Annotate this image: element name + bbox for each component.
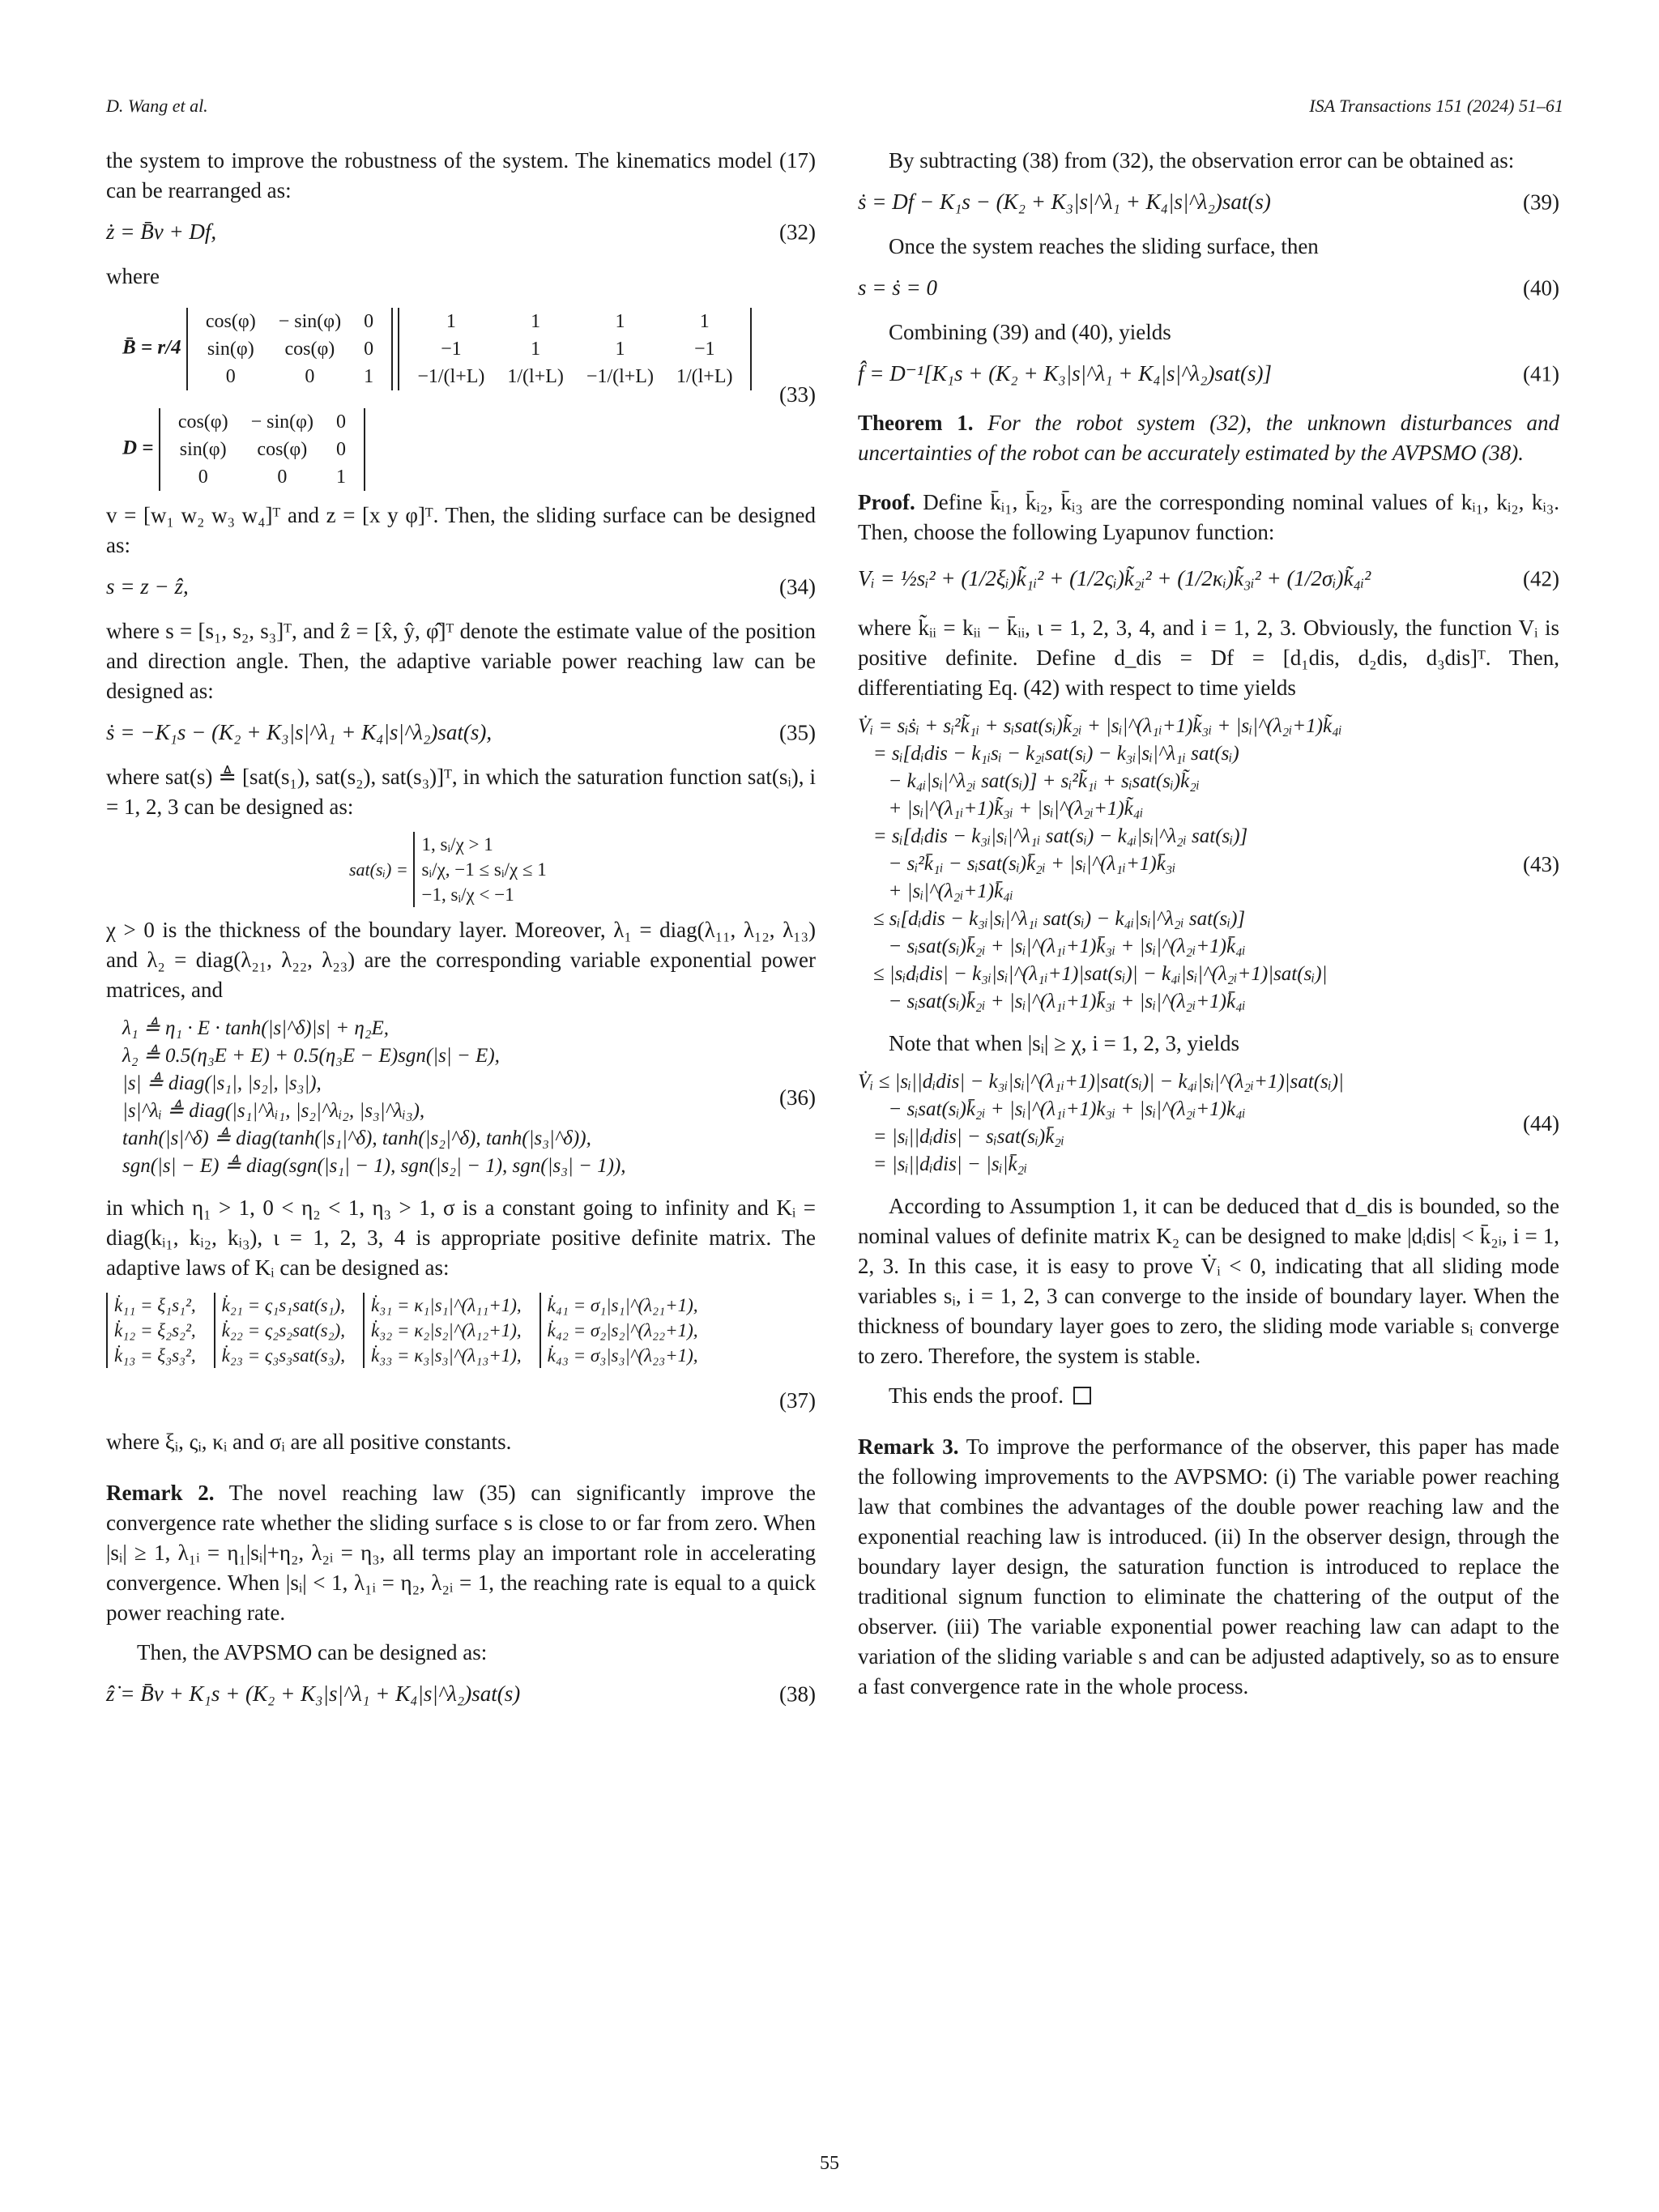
d-matrix: [159, 408, 365, 491]
matrix-cell: −1/(l+L): [586, 366, 654, 387]
equation-number: (39): [1523, 190, 1559, 214]
matrix-label: D =: [122, 437, 154, 459]
matrix-cell: cos(φ): [205, 311, 256, 332]
paragraph: where ξᵢ, ςᵢ, κᵢ and σᵢ are all positive constants.: [106, 1430, 512, 1454]
equation-body: ṡ = Df − K₁s − (K₂ + K₃|s|^λ₁ + K₄|s|^λ₂)sat(s): [858, 190, 1271, 214]
matrix-cell: cos(φ): [177, 411, 228, 433]
matrix-cell: −1: [441, 339, 462, 360]
equation-number: (44): [1523, 1111, 1559, 1136]
equation-44: [858, 1068, 1559, 1178]
adaptive-law: k̇₄₁ = σ₁|s₁|^(λ₂₁+1),: [547, 1295, 698, 1315]
matrix-cell: 1: [615, 339, 625, 360]
matrix-cell: 1: [364, 366, 374, 387]
equation-line: tanh(|s|^δ) ≜ diag(tanh(|s₁|^δ), tanh(|s₂|^δ), tanh(|s₃|^δ)),: [122, 1127, 591, 1149]
paragraph: where s = [s₁, s₂, s₃]ᵀ, and ẑ = [x̂, ŷ, φ̂]ᵀ denote the estimate value of the position and direction angle. Then, the adaptive variable power reaching law can be designed as:: [106, 619, 816, 703]
theorem-text: For the robot system (32), the unknown disturbances and uncertainties of the robot can be accurately estimated by the AVPSMO (38).: [858, 411, 1560, 465]
matrix-cell: sin(φ): [207, 339, 254, 360]
adaptive-law: k̇₃₂ = κ₂|s₂|^(λ₁₂+1),: [371, 1320, 522, 1340]
page-number: 55: [820, 2153, 839, 2174]
equation-number: (43): [1523, 852, 1559, 876]
matrix-cell: 0: [198, 467, 208, 488]
equation-line: sᵢ/χ, −1 ≤ sᵢ/χ ≤ 1: [421, 859, 547, 880]
equation-37: [106, 1293, 816, 1414]
equation-36: [106, 1015, 816, 1180]
rotation-matrix: [186, 308, 393, 390]
matrix-cell: 0: [336, 439, 347, 460]
matrix-cell: 1: [699, 311, 710, 332]
matrix-cell: −1: [693, 339, 715, 360]
paragraph: According to Assumption 1, it can be deduced that d_dis is bounded, so the nominal values of definite matrix K₂ can be designed to make |dᵢdis| < k̄₂ᵢ, i = 1, 2, 3. In this case, it is easy to prove V̇ᵢ < 0, indicating that all sliding mode variables sᵢ, i = 1, 2, 3 can converge to the inside of boundary layer. When the thickness of boundary layer goes to zero, the sliding mode variable sᵢ converge to zero. Therefore, the system is stable.: [858, 1194, 1559, 1368]
equation-line: − k₄ᵢ|sᵢ|^λ₂ᵢ sat(sᵢ)] + sᵢ²k̃₁ᵢ + sᵢsat(sᵢ)k̃₂ᵢ: [858, 770, 1200, 792]
adaptive-law-group: [539, 1293, 698, 1368]
equation-41: [858, 359, 1559, 389]
proof-end: [858, 1381, 1559, 1411]
equation-33: [106, 301, 816, 488]
running-header-authors: D. Wang et al.: [106, 96, 208, 116]
remark-title: Remark 3.: [858, 1434, 959, 1459]
equation-line: − sᵢsat(sᵢ)k̄₂ᵢ + |sᵢ|^(λ₁ᵢ+1)k₃ᵢ + |sᵢ|^(λ₂ᵢ+1)k₄ᵢ: [858, 1098, 1246, 1120]
paragraph: χ > 0 is the thickness of the boundary layer. Moreover, λ₁ = diag(λ₁₁, λ₁₂, λ₁₃) and λ₂ = diag(λ₂₁, λ₂₂, λ₂₃) are the corresponding variable exponential power matrices, and: [106, 918, 816, 1002]
matrix-cell: 1: [446, 311, 456, 332]
equation-body: f̂ = D⁻¹[K₁s + (K₂ + K₃|s|^λ₁ + K₄|s|^λ₂)sat(s)]: [858, 361, 1272, 386]
paragraph: Combining (39) and (40), yields: [889, 320, 1171, 344]
saturation-function: [349, 832, 816, 907]
adaptive-law: k̇₂₂ = ς₂s₂sat(s₂),: [221, 1320, 346, 1340]
adaptive-law: k̇₄₃ = σ₃|s₃|^(λ₂₃+1),: [547, 1345, 698, 1366]
equation-number: (36): [779, 1085, 816, 1110]
equation-line: −1, sᵢ/χ < −1: [421, 884, 514, 905]
equation-line: ≤ sᵢ[dᵢdis − k₃ᵢ|sᵢ|^λ₁ᵢ sat(sᵢ) − k₄ᵢ|sᵢ|^λ₂ᵢ sat(sᵢ)]: [858, 908, 1246, 930]
proof: [858, 488, 1559, 548]
equation-line: = |sᵢ||dᵢdis| − |sᵢ|k̄₂ᵢ: [858, 1153, 1028, 1175]
paragraph: Once the system reaches the sliding surface, then: [889, 234, 1319, 258]
paragraph: where: [106, 264, 160, 288]
matrix-cell: sin(φ): [179, 439, 227, 460]
equation-body: ṡ = −K₁s − (K₂ + K₃|s|^λ₁ + K₄|s|^λ₂)sat(s),: [106, 720, 493, 744]
equation-line: sgn(|s| − E) ≜ diag(sgn(|s₁| − 1), sgn(|s₂| − 1), sgn(|s₃| − 1)),: [122, 1155, 626, 1177]
paragraph: v = [w₁ w₂ w₃ w₄]ᵀ and z = [x y φ]ᵀ. Then, the sliding surface can be designed as:: [106, 503, 816, 557]
matrix-cell: 0: [277, 467, 288, 488]
equation-40: [858, 273, 1559, 303]
adaptive-law: k̇₂₁ = ς₁s₁sat(s₁),: [221, 1295, 346, 1315]
equation-line: 1, sᵢ/χ > 1: [421, 834, 493, 855]
equation-line: |s| ≜ diag(|s₁|, |s₂|, |s₃|),: [122, 1072, 322, 1094]
matrix-cell: 0: [225, 366, 236, 387]
qed-symbol: [1073, 1387, 1091, 1404]
equation-number: (33): [779, 382, 816, 407]
equation-line: − sᵢsat(sᵢ)k̄₂ᵢ + |sᵢ|^(λ₁ᵢ+1)k̄₃ᵢ + |sᵢ|^(λ₂ᵢ+1)k̄₄ᵢ: [858, 991, 1246, 1012]
theorem-1: [858, 408, 1559, 468]
equation-body: ż = B̄v + Df,: [106, 219, 217, 244]
equation-number: (38): [779, 1681, 816, 1706]
right-column: [858, 146, 1559, 1711]
equation-43: [858, 713, 1559, 1016]
matrix-cell: 0: [336, 411, 347, 433]
paragraph: By subtracting (38) from (32), the observation error can be obtained as:: [889, 148, 1515, 173]
matrix-cell: 0: [305, 366, 315, 387]
adaptive-law: k̇₁₂ = ξ₂s₂²,: [114, 1320, 196, 1340]
matrix-cell: 1: [531, 311, 541, 332]
equation-line: + |sᵢ|^(λ₁ᵢ+1)k̃₃ᵢ + |sᵢ|^(λ₂ᵢ+1)k̃₄ᵢ: [858, 798, 1144, 820]
equation-number: (34): [779, 574, 816, 599]
equation-body: Vᵢ = ½sᵢ² + (1/2ξᵢ)k̃₁ᵢ² + (1/2ςᵢ)k̃₂ᵢ² + (1/2κᵢ)k̃₃ᵢ² + (1/2σᵢ)k̃₄ᵢ²: [858, 566, 1371, 590]
equation-line: = |sᵢ||dᵢdis| − sᵢsat(sᵢ)k̄₂ᵢ: [858, 1126, 1064, 1148]
sat-cases: [413, 832, 546, 907]
matrix-cell: 0: [364, 311, 374, 332]
matrix-cell: 1: [615, 311, 625, 332]
equation-32: [106, 217, 816, 247]
matrix-cell: −1/(l+L): [417, 366, 485, 387]
equation-42: [858, 564, 1559, 594]
equation-34: [106, 572, 816, 602]
equation-line: V̇ᵢ ≤ |sᵢ||dᵢdis| − k₃ᵢ|sᵢ|^(λ₁ᵢ+1)|sat(sᵢ)| − k₄ᵢ|sᵢ|^(λ₂ᵢ+1)|sat(sᵢ)|: [858, 1071, 1344, 1093]
matrix-cell: 1: [336, 467, 347, 488]
adaptive-law: k̇₁₃ = ξ₃s₃²,: [114, 1345, 196, 1366]
matrix-cell: cos(φ): [257, 439, 308, 460]
equation-39: [858, 187, 1559, 217]
equation-number: (41): [1523, 361, 1559, 386]
remark-text: To improve the performance of the observer, this paper has made the following improvements to the AVPSMO: (i) The variable power reaching law that combines the advantages of the double power reaching law and the exponential reaching law is introduced. (ii) In the observer design, through the boundary layer design, the saturation function is introduced to replace the traditional signum function to eliminate the chattering of the output of the observer. (iii) The variable exponential power reaching law can adapt to the variation of the sliding variable s and can be adjusted adaptively, so as to ensure a fast convergence rate in the whole process.: [858, 1434, 1559, 1698]
adaptive-law: k̇₁₁ = ξ₁s₁²,: [114, 1295, 196, 1315]
matrix-label: B̄ = r/4: [122, 336, 181, 359]
equation-line: + |sᵢ|^(λ₂ᵢ+1)k̄₄ᵢ: [858, 880, 1013, 902]
adaptive-law: k̇₃₁ = κ₁|s₁|^(λ₁₁+1),: [371, 1295, 522, 1315]
adaptive-law-group: [106, 1293, 196, 1368]
equation-35: [106, 718, 816, 748]
equation-line: λ₁ ≜ η₁ · E · tanh(|s|^δ)|s| + η₂E,: [122, 1017, 390, 1039]
paragraph: the system to improve the robustness of the system. The kinematics model (17) can be rearranged as:: [106, 148, 816, 202]
equation-body: s = ṡ = 0: [858, 275, 937, 300]
equation-line: − sᵢ²k̄₁ᵢ − sᵢsat(sᵢ)k̄₂ᵢ + |sᵢ|^(λ₁ᵢ+1)k̄₃ᵢ: [858, 853, 1176, 875]
sat-label: sat(sᵢ) =: [349, 859, 408, 880]
paragraph: Then, the AVPSMO can be designed as:: [137, 1640, 488, 1664]
left-column: [106, 146, 816, 1724]
remark-text: The novel reaching law (35) can significantly improve the convergence rate whether the sliding surface s is close to or far from zero. When |sᵢ| ≥ 1, λ₁ᵢ = η₁|sᵢ|+η₂, λ₂ᵢ = η₃, all terms play an important role in accelerating convergence. When |sᵢ| < 1, λ₁ᵢ = η₂, λ₂ᵢ = 1, the reaching rate is equal to a quick power reaching rate.: [106, 1481, 817, 1625]
equation-line: − sᵢsat(sᵢ)k̄₂ᵢ + |sᵢ|^(λ₁ᵢ+1)k̄₃ᵢ + |sᵢ|^(λ₂ᵢ+1)k̄₄ᵢ: [858, 936, 1246, 957]
matrix-cell: − sin(φ): [250, 411, 314, 433]
matrix-cell: 1/(l+L): [507, 366, 564, 387]
adaptive-law: k̇₄₂ = σ₂|s₂|^(λ₂₂+1),: [547, 1320, 698, 1340]
equation-number: (35): [779, 720, 816, 744]
adaptive-law: k̇₃₃ = κ₃|s₃|^(λ₁₃+1),: [371, 1345, 522, 1366]
equation-body: ẑ̇ = B̄v + K₁s + (K₂ + K₃|s|^λ₁ + K₄|s|^λ₂)sat(s): [106, 1681, 521, 1706]
equation-line: ≤ |sᵢdᵢdis| − k₃ᵢ|sᵢ|^(λ₁ᵢ+1)|sat(sᵢ)| − k₄ᵢ|sᵢ|^(λ₂ᵢ+1)|sat(sᵢ)|: [858, 963, 1328, 985]
equation-number: (37): [779, 1388, 816, 1413]
mixing-matrix: [398, 308, 752, 390]
matrix-cell: cos(φ): [284, 339, 335, 360]
equation-line: V̇ᵢ = sᵢṡᵢ + sᵢ²k̃₁ᵢ + sᵢsat(sᵢ)k̃₂ᵢ + |sᵢ|^(λ₁ᵢ+1)k̃₃ᵢ + |sᵢ|^(λ₂ᵢ+1)k̃₄ᵢ: [858, 715, 1342, 737]
paragraph: in which η₁ > 1, 0 < η₂ < 1, η₃ > 1, σ is a constant going to infinity and Kᵢ = diag(kᵢ₁, kᵢ₂, kᵢ₃), ι = 1, 2, 3, 4 is appropriate positive definite matrix. The adaptive laws of Kᵢ can be designed as:: [106, 1196, 816, 1280]
equation-line: = sᵢ[dᵢdis − k₃ᵢ|sᵢ|^λ₁ᵢ sat(sᵢ) − k₄ᵢ|sᵢ|^λ₂ᵢ sat(sᵢ)]: [858, 825, 1248, 847]
equation-number: (32): [779, 219, 816, 244]
proof-title: Proof.: [858, 490, 915, 514]
equation-38: [106, 1679, 816, 1709]
paragraph: where k̃ᵢᵢ = kᵢᵢ − k̄ᵢᵢ, ι = 1, 2, 3, 4, and i = 1, 2, 3. Obviously, the function Vᵢ is positive definite. Define d_dis = Df = [d₁dis, d₂dis, d₃dis]ᵀ. Then, differentiating Eq. (42) with respect to time yields: [858, 616, 1559, 700]
remark-title: Remark 2.: [106, 1481, 215, 1505]
matrix-cell: 1/(l+L): [676, 366, 733, 387]
equation-line: λ₂ ≜ 0.5(η₃E + E) + 0.5(η₃E − E)sgn(|s| − E),: [122, 1045, 500, 1067]
adaptive-law-group: [214, 1293, 345, 1368]
adaptive-law: k̇₂₃ = ς₃s₃sat(s₃),: [221, 1345, 346, 1366]
equation-number: (40): [1523, 275, 1559, 300]
proof-end-text: This ends the proof.: [889, 1383, 1064, 1408]
paragraph: Note that when |sᵢ| ≥ χ, i = 1, 2, 3, yields: [889, 1031, 1239, 1055]
paragraph: where sat(s) ≜ [sat(s₁), sat(s₂), sat(s₃)]ᵀ, in which the saturation function sat(sᵢ), i = 1, 2, 3 can be designed as:: [106, 765, 816, 819]
matrix-cell: − sin(φ): [278, 311, 342, 332]
matrix-cell: 1: [531, 339, 541, 360]
remark-3: [858, 1432, 1559, 1702]
equation-line: |s|^λᵢ ≜ diag(|s₁|^λᵢ₁, |s₂|^λᵢ₂, |s₃|^λᵢ₃),: [122, 1100, 425, 1122]
matrix-cell: 0: [364, 339, 374, 360]
running-header-journal: ISA Transactions 151 (2024) 51–61: [1309, 96, 1563, 116]
remark-2: [106, 1478, 816, 1628]
adaptive-law-group: [363, 1293, 522, 1368]
equation-number: (42): [1523, 566, 1559, 590]
equation-body: s = z − ẑ,: [106, 574, 189, 599]
theorem-title: Theorem 1.: [858, 411, 974, 435]
equation-line: = sᵢ[dᵢdis − k₁ᵢsᵢ − k₂ᵢsat(sᵢ) − k₃ᵢ|sᵢ|^λ₁ᵢ sat(sᵢ): [858, 743, 1239, 765]
proof-text: Define k̄ᵢ₁, k̄ᵢ₂, k̄ᵢ₃ are the corresponding nominal values of kᵢ₁, kᵢ₂, kᵢ₃. Then, choose the following Lyapunov function:: [858, 490, 1560, 544]
